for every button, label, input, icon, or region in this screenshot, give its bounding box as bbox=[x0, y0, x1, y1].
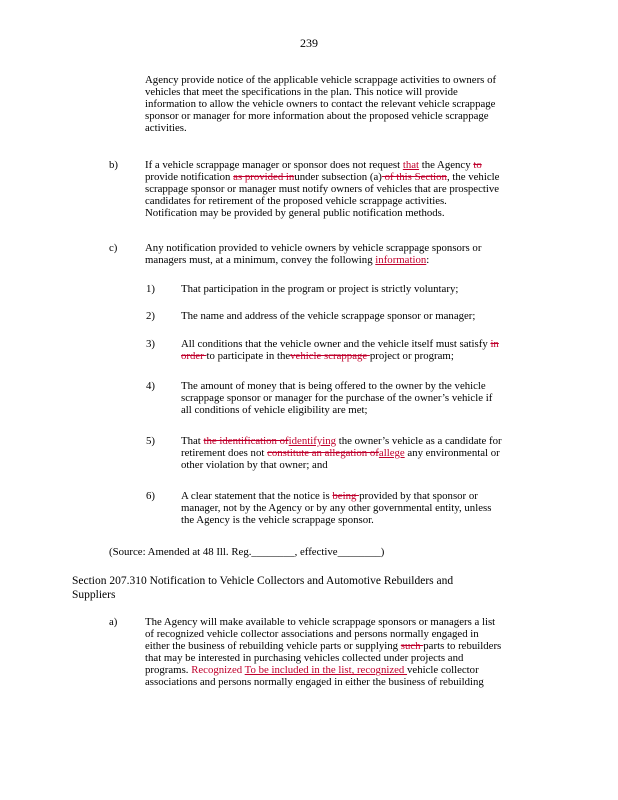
intro-line: Agency provide notice of the applicable vehicle scrappage activities to owners of bbox=[145, 74, 497, 86]
deleted-text: order bbox=[181, 350, 207, 363]
sub-item-6-text bbox=[181, 490, 491, 526]
section-heading-line-1: Section 207.310 Notification to Vehicle Collectors and Automotive Rebuilders and bbox=[72, 575, 454, 587]
intro-line: information to allow the vehicle owners to contact the relevant vehicle scrappage bbox=[145, 98, 496, 111]
section-heading-line-2: Suppliers bbox=[72, 588, 116, 601]
deleted-text: as provided in bbox=[233, 171, 295, 184]
item-a-line-2: of recognized vehicle collector associations and persons normally engaged in bbox=[145, 628, 479, 641]
intro-line: sponsor or manager for more information about the proposed vehicle scrappage bbox=[145, 110, 489, 123]
item-b-line-2: provide notification as provided inunder subsection (a) of this Section, the vehicle bbox=[145, 171, 500, 184]
sub-item-4-line-1: The amount of money that is being offered to the owner by the vehicle bbox=[181, 380, 486, 392]
sub-item-2-text: The name and address of the vehicle scrappage sponsor or manager; bbox=[181, 310, 476, 322]
item-b-line-4: candidates for retirement of the proposed vehicle scrappage activities. bbox=[145, 195, 447, 208]
item-a-paragraph bbox=[145, 616, 501, 689]
sub-item-4-line-3: all conditions of vehicle eligibility are met; bbox=[181, 404, 368, 417]
deleted-text: vehicle scrappage bbox=[290, 350, 370, 363]
sub-item-2-label: 2) bbox=[146, 310, 155, 322]
sub-item-6-line-3: the Agency is the vehicle scrappage sponsor. bbox=[181, 514, 374, 527]
item-c-line-2: managers must, at a minimum, convey the following information: bbox=[145, 254, 430, 267]
sub-item-3-label: 3) bbox=[146, 338, 155, 350]
item-c-line-1: Any notification provided to vehicle owners by vehicle scrappage sponsors or bbox=[145, 242, 482, 254]
sub-item-4-text bbox=[181, 380, 492, 416]
sub-item-3-line-1: All conditions that the vehicle owner and the vehicle itself must satisfy in bbox=[181, 338, 499, 350]
sub-item-5-label: 5) bbox=[146, 435, 155, 447]
sub-item-5-text bbox=[181, 435, 502, 471]
inserted-text: identifying bbox=[288, 435, 337, 447]
page-number: 239 bbox=[300, 36, 318, 50]
sub-item-5-line-3: other violation by that owner; and bbox=[181, 459, 328, 472]
item-a-line-6: associations and persons normally engaged in either the business of rebuilding bbox=[145, 676, 484, 689]
sub-item-3-text bbox=[181, 338, 499, 362]
intro-paragraph bbox=[145, 74, 496, 134]
item-a-line-5: programs. Recognized To be included in the list, recognized vehicle collector bbox=[145, 664, 479, 677]
item-a-line-4: that may be interested in purchasing vehicles collected under projects and bbox=[145, 652, 464, 665]
sub-item-6-line-1: A clear statement that the notice is being provided by that sponsor or bbox=[181, 490, 478, 502]
inserted-text: information bbox=[375, 254, 427, 267]
item-c-label: c) bbox=[109, 242, 118, 254]
sub-item-6-line-2: manager, not by the Agency or by any other governmental entity, unless bbox=[181, 502, 492, 515]
inserted-text: To be included in the list, recognized bbox=[244, 664, 408, 677]
sub-item-1-text: That participation in the program or project is strictly voluntary; bbox=[181, 283, 459, 295]
sub-item-4-line-2: scrappage sponsor or manager for the purchase of the owner’s vehicle if bbox=[181, 392, 493, 405]
sub-item-5-line-2: retirement does not constitute an allegation ofallege any environmental or bbox=[181, 447, 500, 460]
item-a-line-1: The Agency will make available to vehicle scrappage sponsors or managers a list bbox=[145, 616, 496, 628]
deleted-text: of this Section bbox=[381, 171, 447, 184]
deleted-text: constitute an allegation of bbox=[267, 447, 379, 460]
deleted-text: to bbox=[473, 159, 482, 171]
item-b-line-5: Notification may be provided by general public notification methods. bbox=[145, 207, 445, 220]
sub-item-4-label: 4) bbox=[146, 380, 155, 392]
section-heading bbox=[72, 575, 453, 602]
item-c-paragraph bbox=[145, 242, 481, 266]
item-b-line-1: If a vehicle scrappage manager or sponsor does not request that the Agency to bbox=[145, 159, 482, 171]
item-b-paragraph bbox=[145, 159, 499, 219]
sub-item-1-label: 1) bbox=[146, 283, 155, 295]
sub-item-6-label: 6) bbox=[146, 490, 155, 502]
deleted-text: such bbox=[400, 640, 424, 653]
deleted-text: in bbox=[490, 338, 499, 350]
item-b-line-3: scrappage sponsor or manager must notify owners of vehicles that are prospective bbox=[145, 183, 500, 196]
inserted-text: that bbox=[402, 159, 420, 171]
item-a-label: a) bbox=[109, 616, 118, 628]
source-note: (Source: Amended at 48 Ill. Reg.________, effective________) bbox=[109, 546, 385, 558]
inserted-text: allege bbox=[378, 447, 405, 460]
deleted-text: being bbox=[332, 490, 360, 502]
item-a-line-3: either the business of rebuilding vehicle parts or supplying such parts to rebuilders bbox=[145, 640, 502, 653]
deleted-text: the identification of bbox=[203, 435, 289, 447]
sub-item-5-line-1: That the identification ofidentifying the owner’s vehicle as a candidate for bbox=[181, 435, 502, 447]
sub-item-3-line-2: order to participate in thevehicle scrappage project or program; bbox=[181, 350, 454, 363]
intro-line: activities. bbox=[145, 122, 187, 135]
inserted-text: Recognized bbox=[191, 664, 243, 677]
item-b-label: b) bbox=[109, 159, 118, 171]
intro-line: vehicles that meet the specifications in the plan. This notice will provide bbox=[145, 86, 458, 99]
